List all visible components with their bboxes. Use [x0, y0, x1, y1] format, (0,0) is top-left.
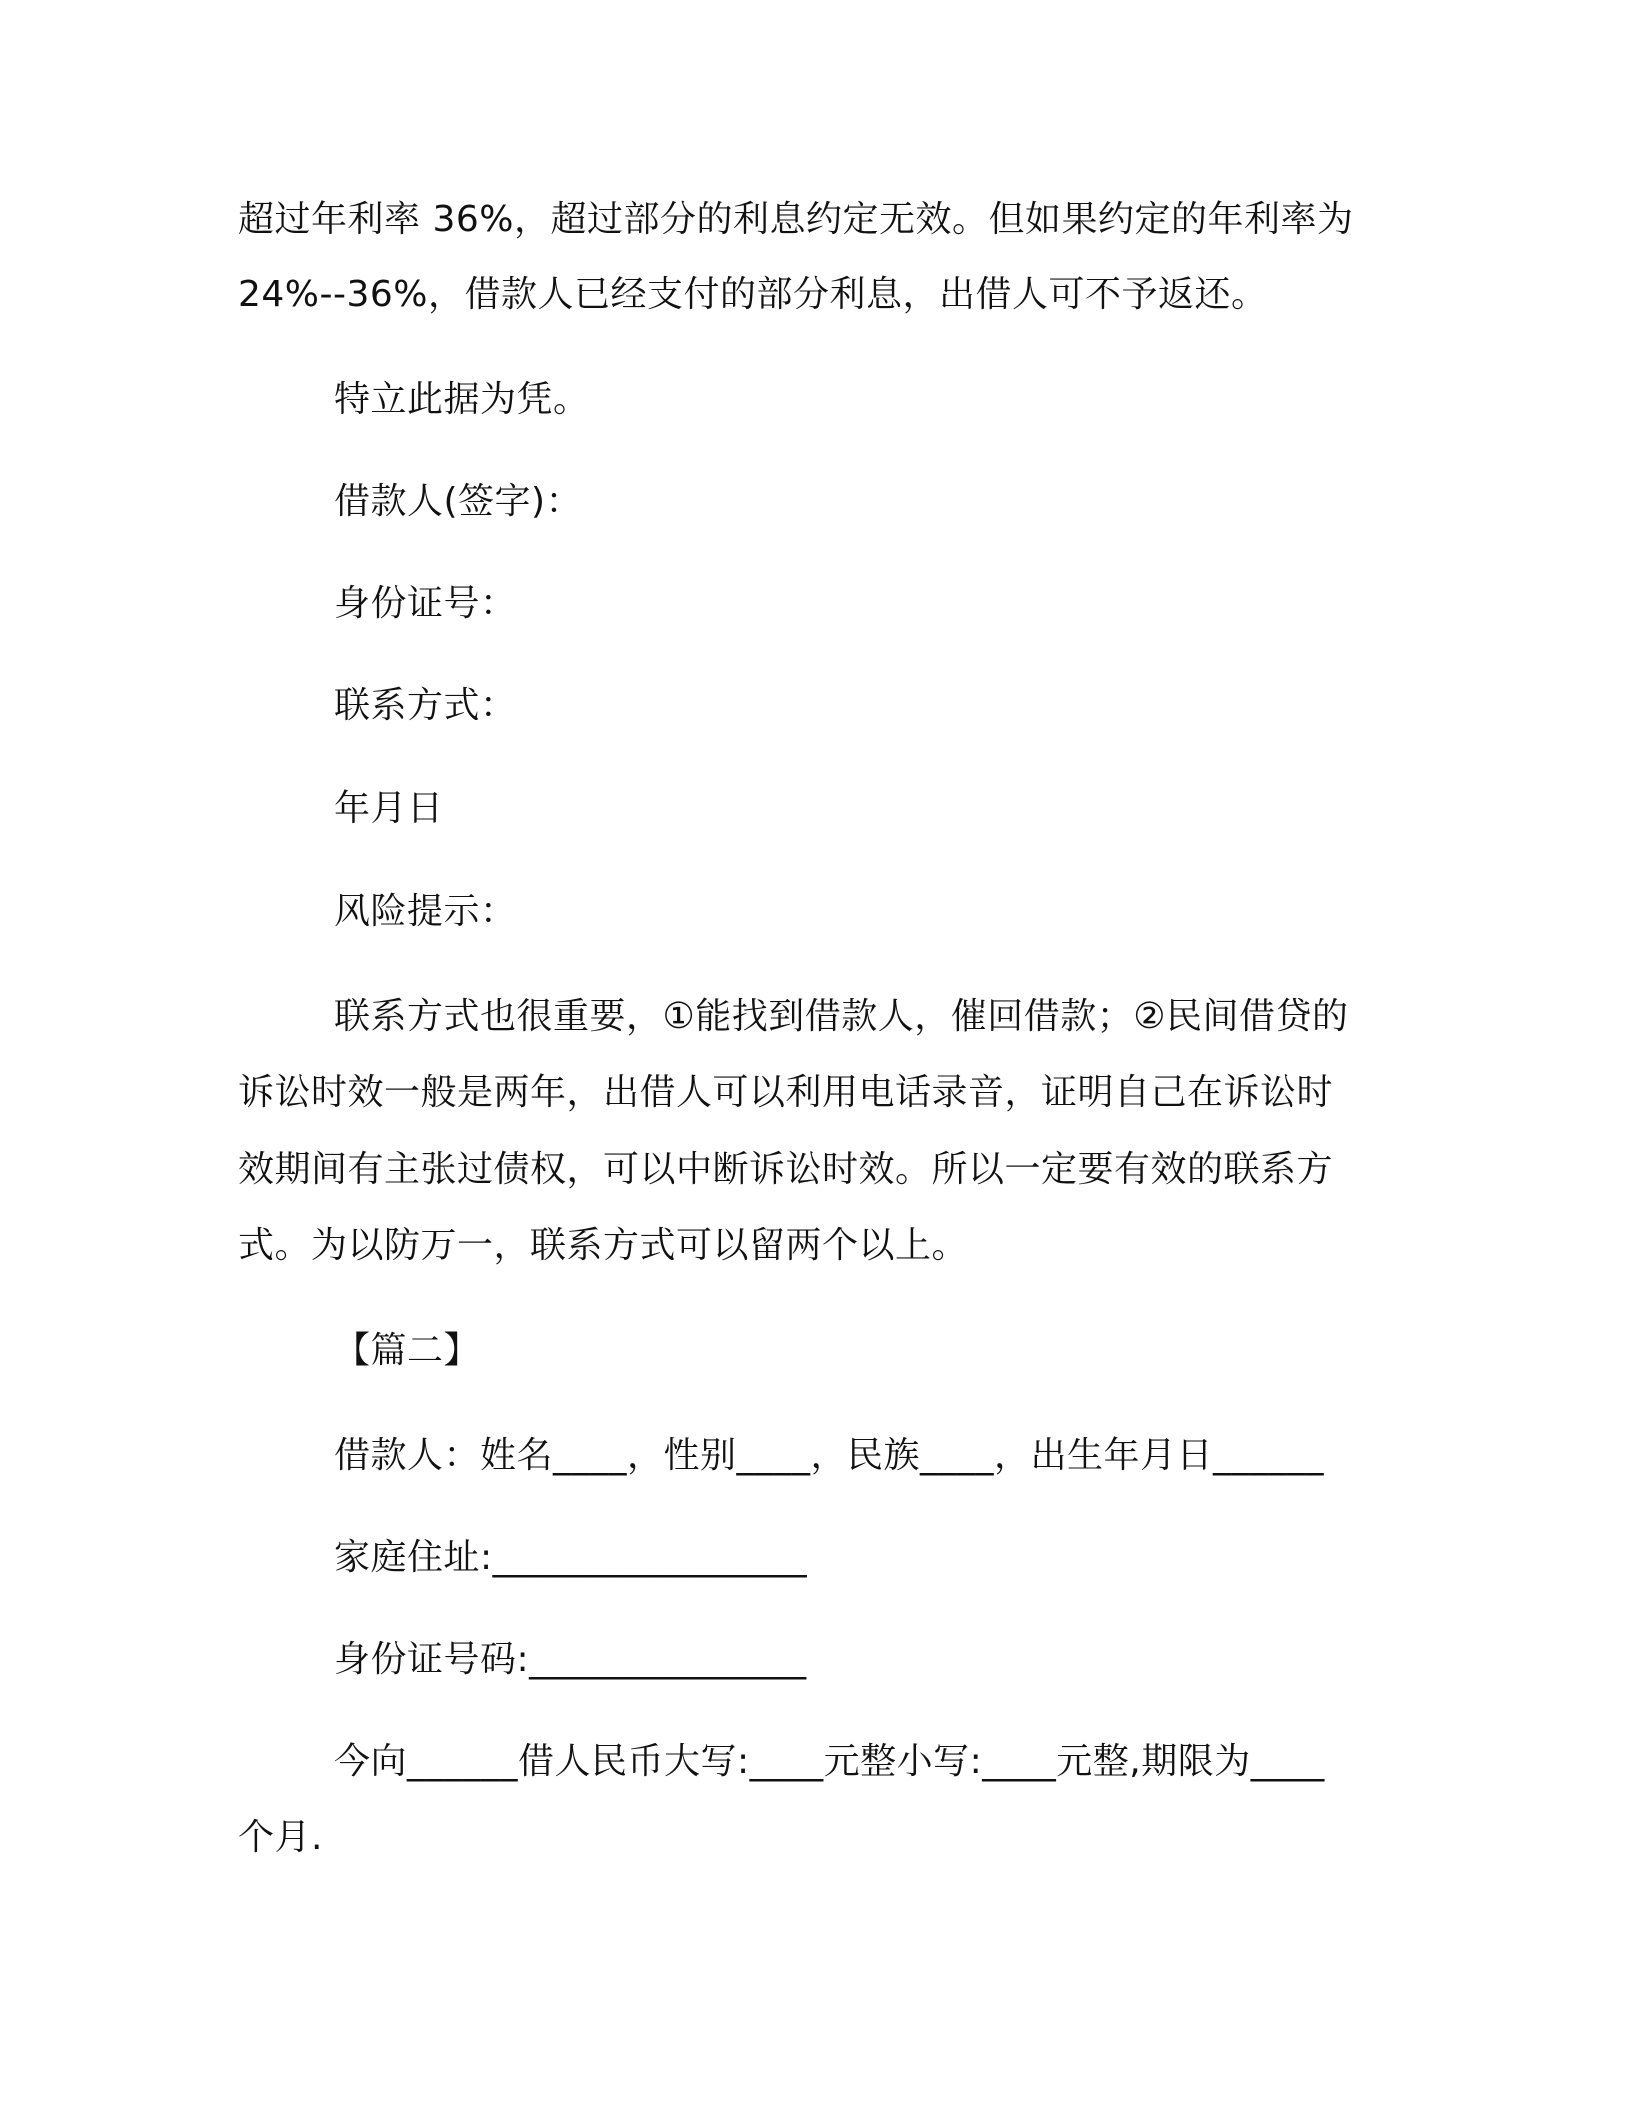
date-label: 年月日: [334, 788, 444, 829]
loan-line1: 今向______借人民币大写:____元整小写:____元整,期限为____: [334, 1741, 1325, 1782]
address-line: 家庭住址:_________________: [334, 1537, 808, 1578]
risk-line3: 效期间有主张过债权，可以中断诉讼时效。所以一定要有效的联系方: [238, 1149, 1334, 1190]
para1-line1: 超过年利率 36%，超过部分的利息约定无效。但如果约定的年利率为: [238, 199, 1354, 240]
borrower-info-line: 借款人：姓名____，性别____，民族____，出生年月日______: [334, 1435, 1325, 1476]
para1-line2: 24%--36%，借款人已经支付的部分利息，出借人可不予返还。: [238, 274, 1268, 315]
risk-line1: 联系方式也很重要，①能找到借款人，催回借款；②民间借贷的: [334, 996, 1349, 1037]
loan-line2: 个月.: [238, 1817, 323, 1858]
statement-text: 特立此据为凭。: [334, 379, 590, 420]
borrower-signature-label: 借款人(签字)：: [334, 481, 583, 522]
section2-title: 【篇二】: [334, 1330, 481, 1371]
risk-title: 风险提示：: [334, 891, 517, 932]
id-code-line: 身份证号码:_______________: [334, 1639, 807, 1680]
risk-line4: 式。为以防万一，联系方式可以留两个以上。: [238, 1225, 969, 1266]
contact-label: 联系方式：: [334, 685, 517, 726]
risk-line2: 诉讼时效一般是两年，出借人可以利用电话录音，证明自己在诉讼时: [238, 1072, 1334, 1113]
id-number-label: 身份证号：: [334, 583, 517, 624]
